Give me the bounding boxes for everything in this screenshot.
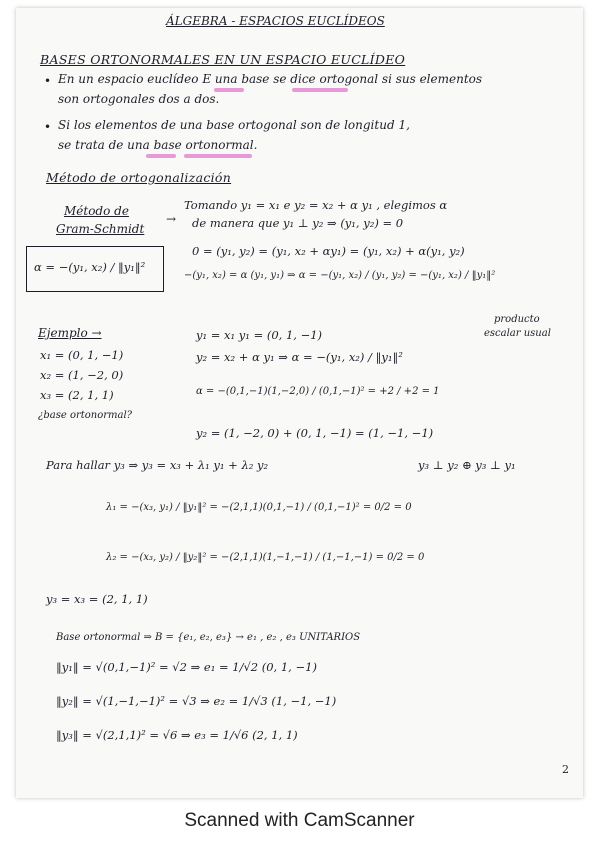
equation-1: 0 = (y₁, y₂) = (y₁, x₂ + αy₁) = (y₁, x₂) + α(y₁, y₂) — [192, 244, 465, 258]
bullet-2-line-2: se trata de una base ortonormal. — [58, 138, 258, 152]
example-label: Ejemplo → — [38, 326, 102, 340]
example-question: ¿base ortonormal? — [38, 410, 133, 421]
scanner-watermark: Scanned with CamScanner — [184, 810, 415, 831]
scanned-page — [16, 8, 583, 798]
example-orthogonality: y₃ ⊥ y₂ ⊕ y₃ ⊥ y₁ — [418, 458, 516, 472]
method-take-line-2: de manera que y₁ ⊥ y₂ ⇒ (y₁, y₂) = 0 — [192, 216, 404, 230]
norm-y3: ‖y₃‖ = √(2,1,1)² = √6 ⇒ e₃ = 1/√6 (2, 1, 1) — [56, 728, 298, 742]
note-producto: producto — [494, 314, 540, 325]
method-take-line-1: Tomando y₁ = x₁ e y₂ = x₂ + α y₁ , elegimos α — [184, 198, 448, 212]
example-lambda-1: λ₁ = −(x₃, y₁) / ‖y₁‖² = −(2,1,1)(0,1,−1) / (0,1,−1)² = 0/2 = 0 — [106, 502, 412, 513]
vector-x2: x₂ = (1, −2, 0) — [40, 368, 124, 382]
page-number: 2 — [562, 763, 569, 776]
note-escalar-usual: escalar usual — [484, 328, 551, 339]
method-name-line-1: Método de — [64, 204, 129, 218]
section-heading-method: Método de ortogonalización — [46, 170, 232, 185]
bullet-2-line-1: Si los elementos de una base ortogonal son de longitud 1, — [58, 118, 410, 132]
highlight-ortonormal — [184, 154, 252, 158]
example-alpha-value: α = −(0,1,−1)(1,−2,0) / (0,1,−1)² = +2 / +2 = 1 — [196, 386, 440, 397]
bullet-icon: • — [44, 74, 52, 88]
vector-x3: x₃ = (2, 1, 1) — [40, 388, 114, 402]
equation-2: −(y₁, x₂) = α (y₁, y₁) ⇒ α = −(y₁, x₂) / (y₁, y₂) = −(y₁, x₂) / ‖y₁‖² — [184, 270, 496, 281]
example-y3-definition: Para hallar y₃ ⇒ y₃ = x₃ + λ₁ y₁ + λ₂ y₂ — [46, 458, 269, 472]
example-orthonormal-basis: Base ortonormal ⇒ B = {e₁, e₂, e₃} → e₁ , e₂ , e₃ UNITARIOS — [56, 632, 361, 643]
alpha-formula: α = −(y₁, x₂) / ‖y₁‖² — [34, 260, 146, 274]
example-y2-result: y₂ = (1, −2, 0) + (0, 1, −1) = (1, −1, −1) — [196, 426, 434, 440]
bullet-1-line-1: En un espacio euclídeo E una base se dice ortogonal si sus elementos — [58, 72, 483, 86]
method-name-line-2: Gram-Schmidt — [56, 222, 145, 236]
example-y2-formula: y₂ = x₂ + α y₁ ⇒ α = −(y₁, x₂) / ‖y₁‖² — [196, 350, 403, 364]
example-lambda-2: λ₂ = −(x₃, y₂) / ‖y₂‖² = −(2,1,1)(1,−1,−1) / (1,−1,−1) = 0/2 = 0 — [106, 552, 425, 563]
highlight-base-2 — [146, 154, 176, 158]
norm-y1: ‖y₁‖ = √(0,1,−1)² = √2 ⇒ e₁ = 1/√2 (0, 1, −1) — [56, 660, 317, 674]
example-y3-result: y₃ = x₃ = (2, 1, 1) — [46, 592, 148, 606]
method-arrow: → — [166, 212, 177, 226]
bullet-icon: • — [44, 120, 52, 134]
bullet-1-line-2: son ortogonales dos a dos. — [58, 92, 220, 106]
section-heading-bases: BASES ORTONORMALES EN UN ESPACIO EUCLÍDEO — [40, 52, 406, 67]
highlight-ortogonal — [292, 88, 348, 92]
page-title: ÁLGEBRA - ESPACIOS EUCLÍDEOS — [166, 14, 385, 28]
vector-x1: x₁ = (0, 1, −1) — [40, 348, 124, 362]
example-y1: y₁ = x₁ y₁ = (0, 1, −1) — [196, 328, 323, 342]
norm-y2: ‖y₂‖ = √(1,−1,−1)² = √3 ⇒ e₂ = 1/√3 (1, −1, −1) — [56, 694, 337, 708]
